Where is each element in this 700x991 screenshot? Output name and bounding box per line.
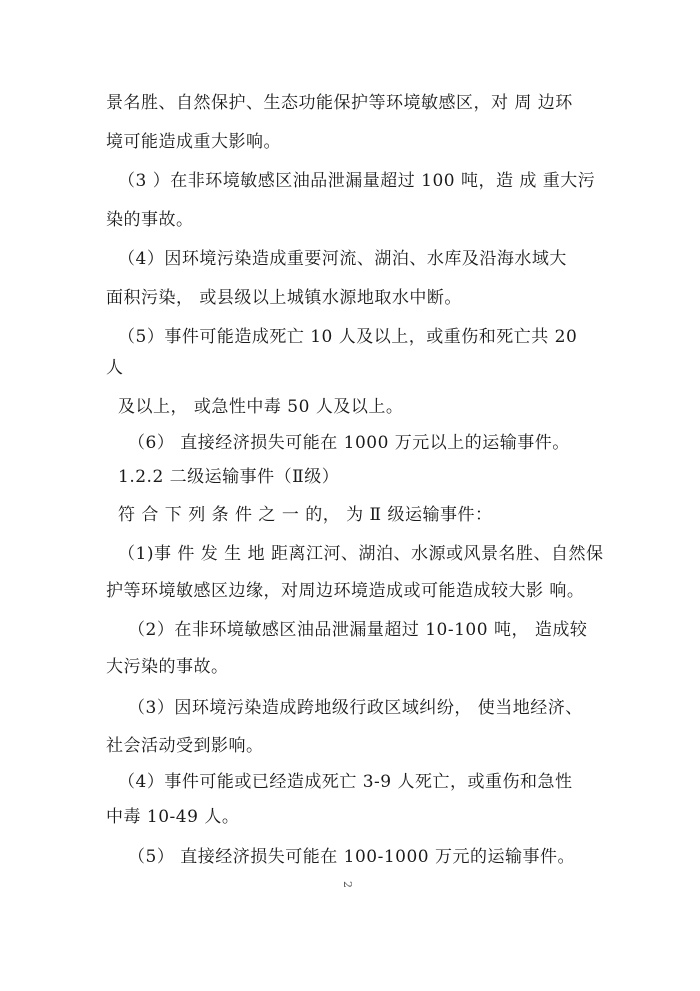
text-line-5: （4）因环境污染造成重要河流、湖泊、水库及沿海水域大 xyxy=(118,249,567,269)
page-number: 2 xyxy=(341,881,354,888)
text-line-19: （4）事件可能或已经造成死亡 3-9 人死亡，或重伤和急性 xyxy=(118,772,573,792)
text-line-3: （3 ）在非环境敏感区油品泄漏量超过 100 吨，造 成 重大污 xyxy=(118,171,596,191)
text-line-18: 社会活动受到影响。 xyxy=(106,736,264,756)
text-line-7: （5）事件可能造成死亡 10 人及以上，或重伤和死亡共 20 xyxy=(118,327,578,347)
text-line-6: 面积污染， 或县级以上城镇水源地取水中断。 xyxy=(106,288,462,308)
text-line-17: （3）因环境污染造成跨地级行政区域纠纷， 使当地经济、 xyxy=(128,698,583,718)
text-line-4: 染的事故。 xyxy=(106,210,194,230)
text-line-8: 人 xyxy=(106,358,124,378)
text-line-9: 及以上， 或急性中毒 50 人及以上。 xyxy=(118,397,404,417)
text-line-13: （1)事 件 发 生 地 距离江河、湖泊、水源或风景名胜、自然保 xyxy=(118,544,604,564)
text-line-1: 景名胜、自然保护、生态功能保护等环境敏感区，对 周 边环 xyxy=(106,93,573,113)
text-line-14: 护等环境敏感区边缘，对周边环境造成或可能造成较大影 响。 xyxy=(106,581,585,601)
text-line-21: （5） 直接经济损失可能在 100-1000 万元的运输事件。 xyxy=(128,847,575,867)
text-line-16: 大污染的事故。 xyxy=(106,657,229,677)
text-line-20: 中毒 10-49 人。 xyxy=(106,807,240,827)
text-line-15: （2）在非环境敏感区油品泄漏量超过 10-100 吨， 造成较 xyxy=(128,620,588,640)
text-line-2: 境可能造成重大影响。 xyxy=(106,132,281,152)
section-heading-1-2-2: 1.2.2 二级运输事件（Ⅱ级） xyxy=(118,467,340,487)
text-line-12: 符 合 下 列 条 件 之 一 的， 为 Ⅱ 级运输事件： xyxy=(118,505,493,525)
text-line-10: （6） 直接经济损失可能在 1000 万元以上的运输事件。 xyxy=(128,433,570,453)
